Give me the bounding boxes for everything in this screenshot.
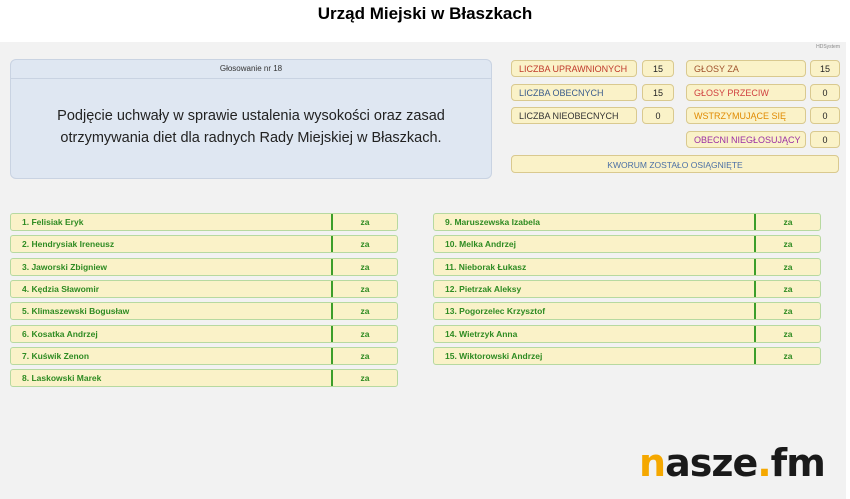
vote-row [10,258,398,276]
vote-value: za [360,217,370,227]
vote-row [10,280,398,298]
vote-row [433,280,821,298]
vote-value: za [783,239,793,250]
councillor-name: 12. Pietrzak Aleksy [445,283,522,294]
councillor-name: 15. Wiktorowski Andrzej [445,350,543,361]
vote-row [10,213,398,231]
vote-value: za [783,283,793,294]
stat-nieglosujacy-label: OBECNI NIEGŁOSUJĄCY [686,131,806,148]
brand-label: HDSystem [816,44,840,50]
councillor-name: 7. Kuświk Zenon [22,350,90,361]
vote-row [10,325,398,343]
councillor-name: 2. Hendrysiak Ireneusz [22,239,115,250]
stat-przeciw-value: 0 [810,84,840,101]
quorum-status: KWORUM ZOSTAŁO OSIĄGNIĘTE [511,155,839,173]
stat-nieobecnych-label: LICZBA NIEOBECNYCH [511,107,637,124]
vote-row [10,347,398,365]
vote-value: za [783,306,793,317]
vote-value: za [360,261,370,272]
vote-value: za [783,350,793,361]
vote-panel [10,59,492,179]
vote-value: za [360,373,370,384]
vote-value: za [783,217,793,227]
stat-nieobecnych-value: 0 [642,107,674,124]
vote-row [433,302,821,320]
vote-subject: Podjęcie uchwały w sprawie ustalenia wysokości oraz zasad otrzymywania diet dla radnych Rady Miejskiej w Błaszkach. [57,108,445,146]
vote-value: za [360,283,370,294]
councillor-name: 3. Jaworski Zbigniew [22,261,108,272]
vote-value: za [360,328,370,339]
councillor-name: 13. Pogorzelec Krzysztof [445,306,546,317]
vote-row [433,213,821,231]
stat-za-value: 15 [810,60,840,77]
councillor-name: 5. Klimaszewski Bogusław [22,306,130,317]
page-title: Urząd Miejski w Błaszkach [317,4,533,23]
vote-row [10,235,398,253]
stat-przeciw-label: GŁOSY PRZECIW [686,84,806,101]
nasze-fm-logo: nasze.fm [639,441,825,485]
vote-row [433,235,821,253]
vote-value: za [783,328,793,339]
vote-value: za [360,239,370,250]
stat-uprawnionych-value: 15 [642,60,674,77]
stat-obecnych-value: 15 [642,84,674,101]
councillor-name: 14. Wietrzyk Anna [445,328,518,339]
vote-row [433,258,821,276]
vote-row [10,302,398,320]
vote-number: Głosowanie nr 18 [11,60,491,79]
voting-screen [0,42,846,499]
vote-row [433,347,821,365]
councillor-name: 9. Maruszewska Izabela [445,217,540,227]
stat-wstrzymujace-label: WSTRZYMUJĄCE SIĘ [686,107,806,124]
councillor-name: 11. Nieborak Łukasz [445,261,527,272]
stat-nieglosujacy-value: 0 [810,131,840,148]
stat-obecnych-label: LICZBA OBECNYCH [511,84,637,101]
councillor-name: 6. Kosatka Andrzej [22,328,98,339]
councillor-name: 1. Felisiak Eryk [22,217,84,227]
stat-wstrzymujace-value: 0 [810,107,840,124]
vote-value: za [360,350,370,361]
councillor-name: 4. Kędzia Sławomir [22,283,99,294]
stat-uprawnionych-label: LICZBA UPRAWNIONYCH [511,60,637,77]
vote-row [433,325,821,343]
councillor-name: 10. Melka Andrzej [445,239,517,250]
vote-value: za [360,306,370,317]
vote-value: za [783,261,793,272]
vote-row [10,369,398,387]
stat-za-label: GŁOSY ZA [686,60,806,77]
councillor-name: 8. Laskowski Marek [22,373,102,384]
